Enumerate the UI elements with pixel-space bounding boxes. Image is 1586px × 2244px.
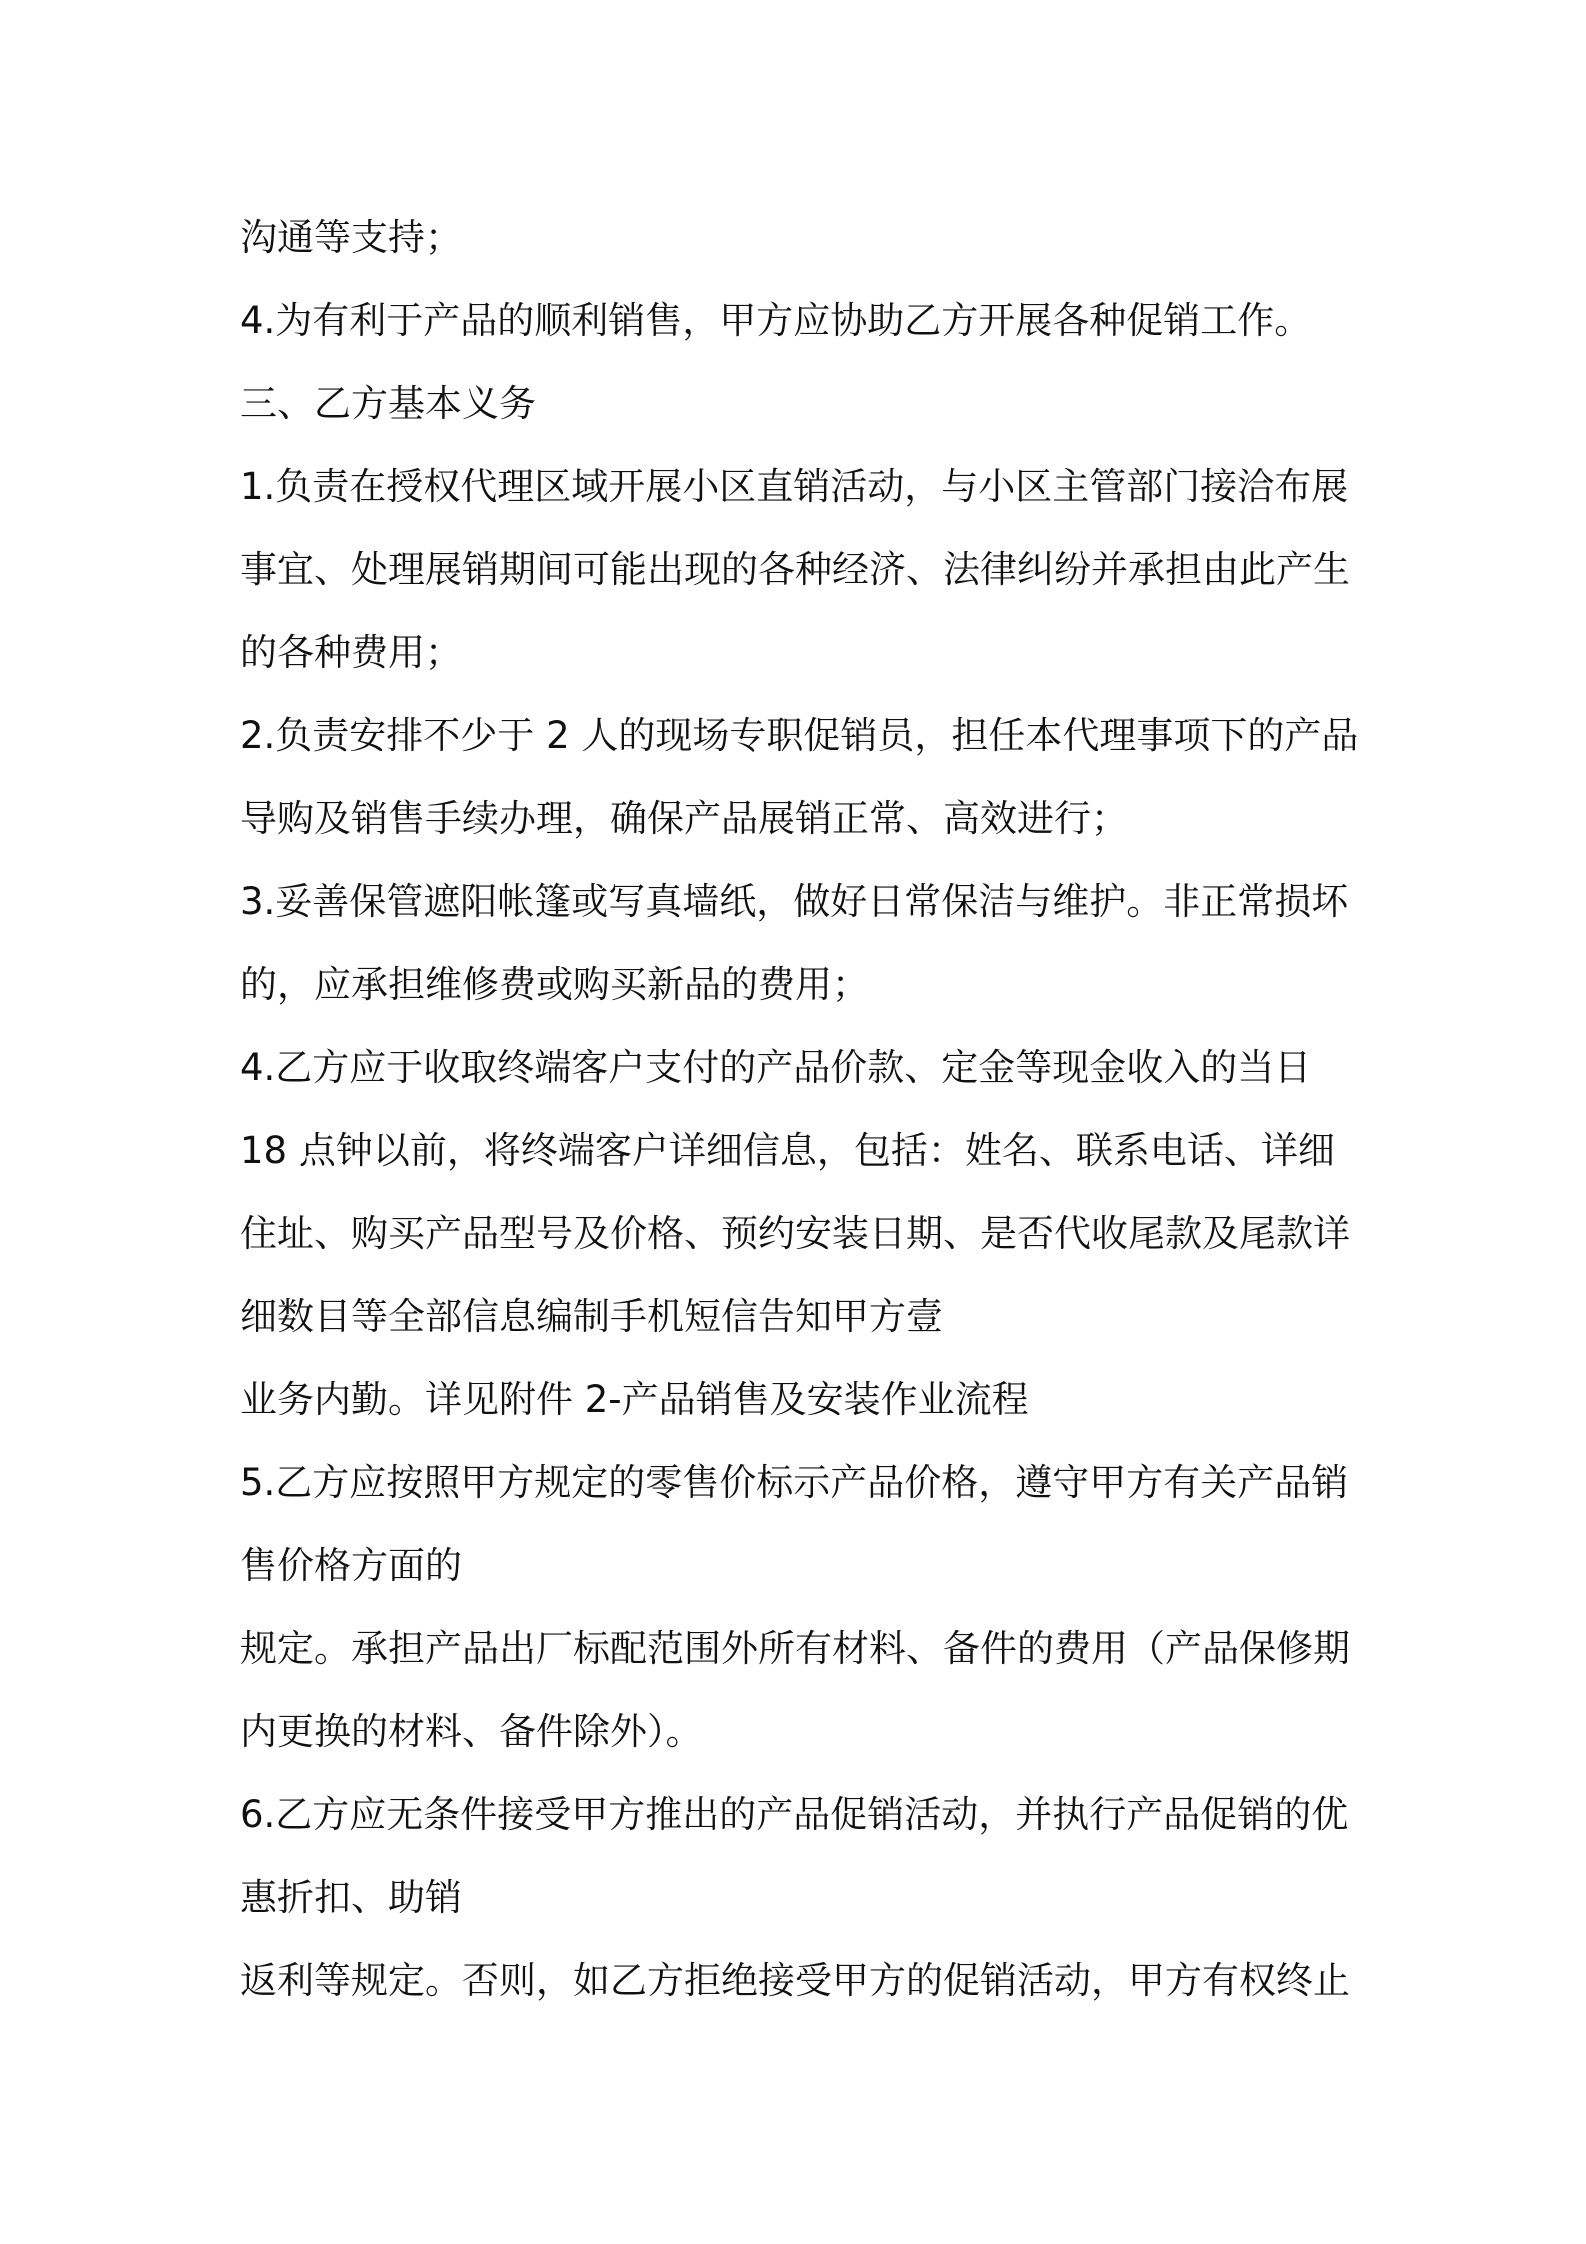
text-line: 售价格方面的 [240, 1544, 462, 1587]
text-line: 沟通等支持； [240, 216, 462, 259]
text-line: 的，应承担维修费或购买新品的费用； [240, 963, 869, 1006]
text-line: 惠折扣、助销 [240, 1876, 462, 1919]
section-heading: 三、乙方基本义务 [240, 382, 536, 425]
text-line: 5.乙方应按照甲方规定的零售价标示产品价格，遵守甲方有关产品销 [240, 1461, 1349, 1504]
text-line: 内更换的材料、备件除外）。 [240, 1710, 703, 1753]
text-line: 住址、购买产品型号及价格、预约安装日期、是否代收尾款及尾款详 [240, 1212, 1350, 1255]
text-line: 业务内勤。详见附件 2-产品销售及安装作业流程 [240, 1378, 1029, 1421]
text-line: 18 点钟以前，将终端客户详细信息，包括：姓名、联系电话、详细 [240, 1129, 1335, 1172]
text-line: 返利等规定。否则，如乙方拒绝接受甲方的促销活动，甲方有权终止 [240, 1959, 1350, 2002]
text-line: 4.乙方应于收取终端客户支付的产品价款、定金等现金收入的当日 [240, 1046, 1312, 1089]
text-line: 1.负责在授权代理区域开展小区直销活动，与小区主管部门接洽布展 [240, 465, 1349, 508]
text-line: 事宜、处理展销期间可能出现的各种经济、法律纠纷并承担由此产生 [240, 548, 1350, 591]
text-line: 细数目等全部信息编制手机短信告知甲方壹 [240, 1295, 943, 1338]
text-line: 导购及销售手续办理，确保产品展销正常、高效进行； [240, 797, 1128, 840]
document-body [240, 196, 1360, 2022]
text-line: 2.负责安排不少于 2 人的现场专职促销员，担任本代理事项下的产品 [240, 714, 1359, 757]
text-line: 3.妥善保管遮阳帐篷或写真墙纸，做好日常保洁与维护。非正常损坏 [240, 880, 1349, 923]
text-line: 规定。承担产品出厂标配范围外所有材料、备件的费用（产品保修期 [240, 1627, 1350, 1670]
text-line: 的各种费用； [240, 631, 462, 674]
text-line: 4.为有利于产品的顺利销售，甲方应协助乙方开展各种促销工作。 [240, 299, 1312, 342]
text-line: 6.乙方应无条件接受甲方推出的产品促销活动，并执行产品促销的优 [240, 1793, 1349, 1836]
